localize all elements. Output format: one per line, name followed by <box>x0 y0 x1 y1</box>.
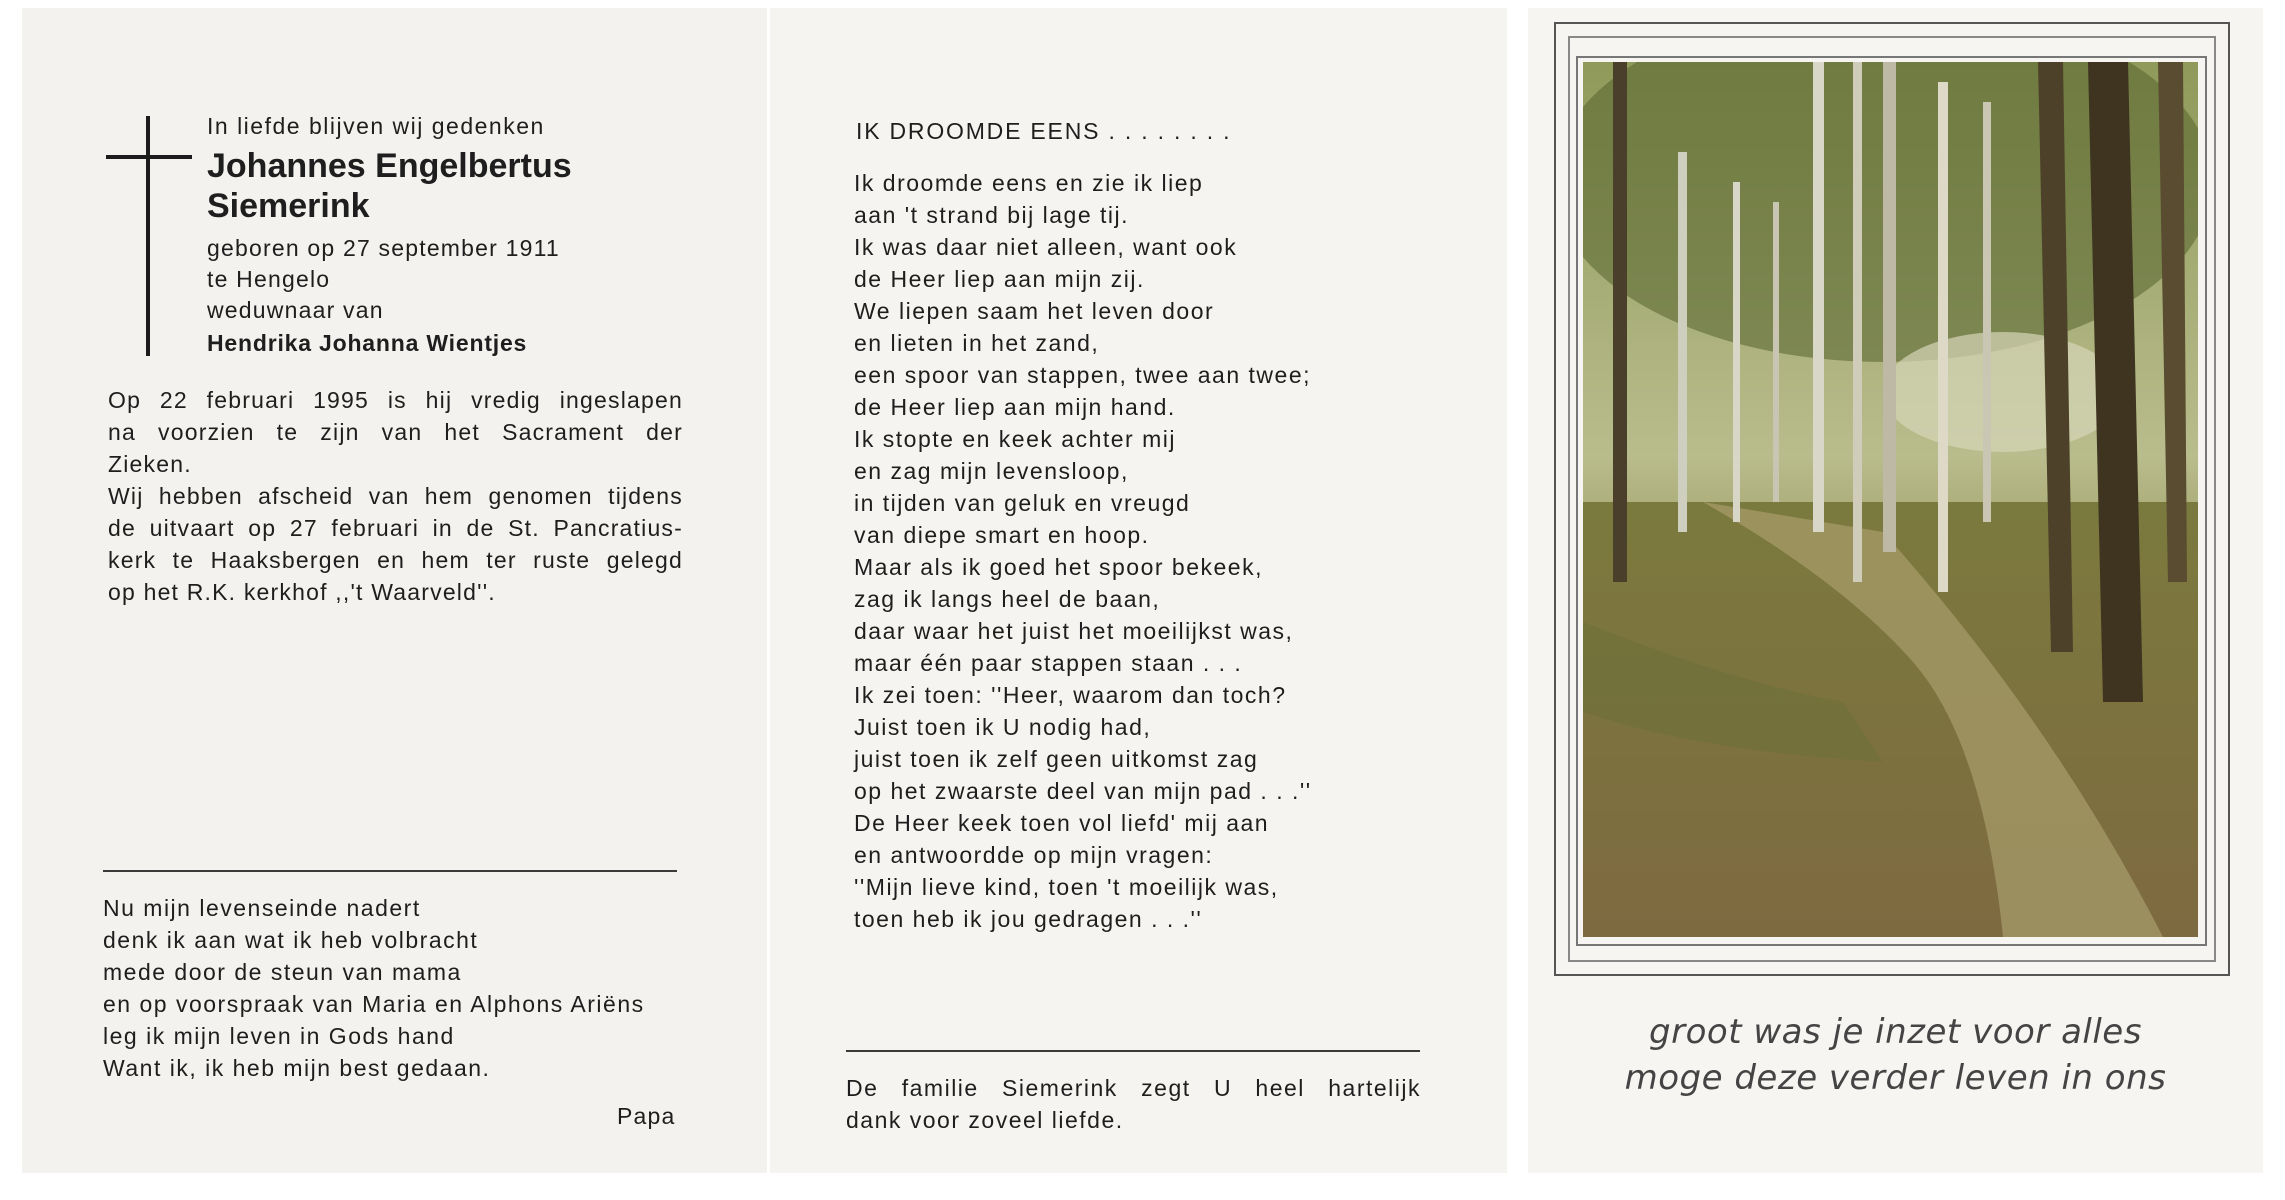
poem-line: maar één paar stappen staan . . . <box>854 650 1243 676</box>
thanks-text <box>846 1072 1421 1136</box>
deceased-name <box>207 146 572 226</box>
widower-label: weduwnaar van <box>207 297 384 323</box>
poem-line: Ik droomde eens en zie ik liep <box>854 170 1204 196</box>
signature: Papa <box>617 1103 676 1129</box>
poem-line: Ik stopte en keek achter mij <box>854 426 1176 452</box>
poem-line: We liepen saam het leven door <box>854 298 1215 324</box>
death-line: op het R.K. kerkhof ,,'t Waarveld''. <box>108 579 496 605</box>
poem-line: op het zwaarste deel van mijn pad . . .'' <box>854 778 1312 804</box>
caption-line-1: groot was je inzet voor alles <box>1649 1012 2142 1052</box>
thanks-line: De familie Siemerink zegt U heel hartelijk <box>846 1075 1421 1101</box>
death-line: Zieken. <box>108 451 192 477</box>
poem-line: Ik was daar niet alleen, want ook <box>854 234 1238 260</box>
poem-line: in tijden van geluk en vreugd <box>854 490 1191 516</box>
poem-line: een spoor van stappen, twee aan twee; <box>854 362 1312 388</box>
divider-line <box>846 1050 1420 1052</box>
poem-line: aan 't strand bij lage tij. <box>854 202 1130 228</box>
death-line: kerk te Haaksbergen en hem ter ruste gelegd <box>108 547 683 573</box>
poem-line: daar waar het juist het moeilijkst was, <box>854 618 1294 644</box>
caption-line-2: moge deze verder leven in ons <box>1624 1058 2167 1098</box>
verse-line: mede door de steun van mama <box>103 959 462 985</box>
poem-line: ''Mijn lieve kind, toen 't moeilijk was, <box>854 874 1279 900</box>
poem-line: juist toen ik zelf geen uitkomst zag <box>854 746 1259 772</box>
birth-place: te Hengelo <box>207 266 331 292</box>
death-line: de uitvaart op 27 februari in de St. Pancratius- <box>108 515 683 541</box>
poem-line: de Heer liep aan mijn hand. <box>854 394 1176 420</box>
verse-line: leg ik mijn leven in Gods hand <box>103 1023 455 1049</box>
birth-line: geboren op 27 september 1911 <box>207 235 560 261</box>
name-line-1: Johannes Engelbertus <box>207 147 572 185</box>
forest-path-photo <box>1583 62 2198 937</box>
verse-line: en op voorspraak van Maria en Alphons Ariëns <box>103 991 645 1017</box>
verse-line: Nu mijn levenseinde nadert <box>103 895 421 921</box>
death-line: Op 22 februari 1995 is hij vredig ingeslapen <box>108 387 683 413</box>
farewell-verse <box>103 892 645 1084</box>
poem-title: IK DROOMDE EENS . . . . . . . . <box>856 118 1232 144</box>
poem-line: van diepe smart en hoop. <box>854 522 1150 548</box>
poem-line: Juist toen ik U nodig had, <box>854 714 1152 740</box>
intro-text: In liefde blijven wij gedenken <box>207 113 545 139</box>
poem-line: zag ik langs heel de baan, <box>854 586 1161 612</box>
verse-line: Want ik, ik heb mijn best gedaan. <box>103 1055 491 1081</box>
name-line-2: Siemerink <box>207 187 370 225</box>
spouse-name: Hendrika Johanna Wientjes <box>207 330 528 356</box>
death-line: na voorzien te zijn van het Sacrament der <box>108 419 683 445</box>
poem-body <box>854 167 1312 935</box>
death-paragraph <box>108 384 683 608</box>
death-line: Wij hebben afscheid van hem genomen tijdens <box>108 483 683 509</box>
verse-line: denk ik aan wat ik heb volbracht <box>103 927 479 953</box>
poem-line: Ik zei toen: ''Heer, waarom dan toch? <box>854 682 1287 708</box>
poem-line: toen heb ik jou gedragen . . .'' <box>854 906 1203 932</box>
poem-line: en lieten in het zand, <box>854 330 1100 356</box>
poem-line: De Heer keek toen vol liefd' mij aan <box>854 810 1270 836</box>
poem-line: de Heer liep aan mijn zij. <box>854 266 1145 292</box>
cross-icon <box>146 116 150 356</box>
cross-icon-bar <box>106 155 192 159</box>
thanks-line: dank voor zoveel liefde. <box>846 1107 1124 1133</box>
forest-illustration <box>1583 62 2198 937</box>
poem-line: Maar als ik goed het spoor bekeek, <box>854 554 1263 580</box>
divider-line <box>103 870 677 872</box>
poem-line: en antwoordde op mijn vragen: <box>854 842 1214 868</box>
poem-line: en zag mijn levensloop, <box>854 458 1129 484</box>
birth-details <box>207 233 560 326</box>
